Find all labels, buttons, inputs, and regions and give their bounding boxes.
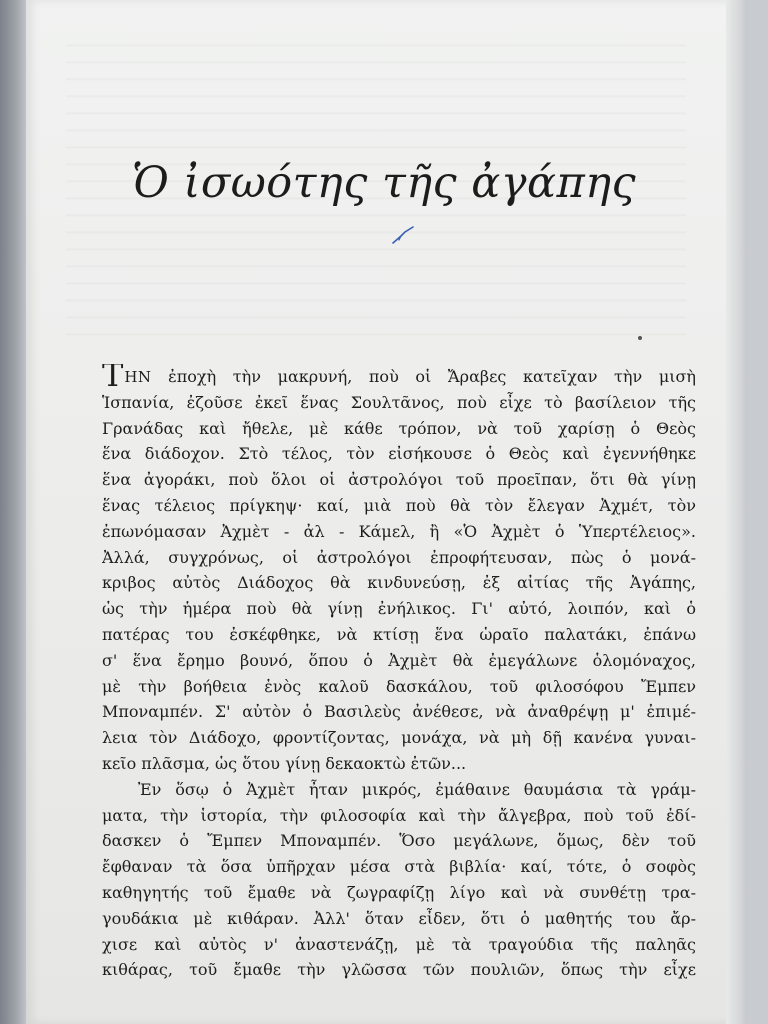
text-line: ἕνα διάδοχον. Στὸ τέλος, τὸν εἰσήκουσε ὁ Θεὸς καὶ ἐγεννήθηκε bbox=[102, 444, 696, 464]
text-line: ὡς τὴν ἡμέρα ποὺ θὰ γίνῃ ἐνήλικος. Γι' αὐτό, λοιπόν, καὶ ὁ bbox=[102, 599, 696, 619]
text-line bbox=[102, 364, 696, 390]
text-line: σ' ἕνα ἔρημο βουνό, ὅπου ὁ Ἀχμὲτ θὰ ἐμεγάλωνε ὁλομόναχος, bbox=[102, 650, 696, 670]
text-line: πατέρας του ἐσκέφθηκε, νὰ κτίσῃ ἕνα ὡραῖο παλατάκι, ἐπάνω bbox=[102, 624, 696, 644]
text-line: Ἀλλά, συγχρόνως, οἱ ἀστρολόγοι ἐπροφήτευσαν, πὼς ὁ μονά- bbox=[102, 547, 696, 567]
text-line: γουδάκια μὲ κιθάραν. Ἀλλ' ὅταν εἶδεν, ὅτι ὁ μαθητής του ἄρ- bbox=[102, 908, 696, 928]
text-line: λεια τὸν Διάδοχο, φροντίζοντας, μονάχα, νὰ μὴ δῇ κανένα γυναι- bbox=[102, 728, 696, 748]
text-line: Μποναμπέν. Σ' αὐτὸν ὁ Βασιλεὺς ἀνέθεσε, νὰ ἀναθρέψῃ μ' ἐπιμέ- bbox=[102, 702, 696, 722]
page-edge bbox=[726, 0, 748, 1024]
paragraph-2 bbox=[102, 777, 696, 983]
text-line: ἔφθαναν τὰ ὅσα ὑπῆρχαν μέσα στὰ βιβλία· καί, τότε, ὁ σοφὸς bbox=[102, 857, 696, 877]
text-line: ἕνας τέλειος πρίγκηψ· καί, μιὰ ποὺ θὰ τὸν ἔλεγαν Ἀχμέτ, τὸν bbox=[102, 495, 696, 515]
story-text bbox=[102, 364, 696, 983]
text-line: καθηγητής τοῦ ἔμαθε νὰ ζωγραφίζῃ λίγο καὶ νὰ συνθέτῃ τρα- bbox=[102, 882, 696, 902]
chapter-title: Ὁ ἰσωότης τῆς ἀγάπης bbox=[131, 158, 637, 208]
line-text: ἐποχὴ τὴν μακρυνή, ποὺ οἱ Ἄραβες κατεῖχαν τὴν μισὴ bbox=[151, 367, 696, 386]
text-line: Γρανάδας καὶ ἤθελε, μὲ κάθε τρόπον, νὰ τοῦ χαρίσῃ ὁ Θεὸς bbox=[102, 418, 696, 438]
opening-caps: ΗΝ bbox=[124, 368, 152, 386]
paragraph-1 bbox=[102, 364, 696, 777]
text-line: ἐπωνόμασαν Ἀχμὲτ - ἀλ - Κάμελ, ἢ «Ὁ Ἀχμὲτ ὁ Ὑπερτέλειος». bbox=[102, 521, 696, 541]
text-line: χισε καὶ αὐτὸς ν' ἀναστενάζῃ, μὲ τὰ τραγούδια τῆς παληᾶς bbox=[102, 934, 696, 954]
text-line: ἕνα ἀγοράκι, ποὺ ὅλοι οἱ ἀστρολόγοι τοῦ προεῖπαν, ὅτι θὰ γίνῃ bbox=[102, 470, 696, 490]
text-line: κεῖο πλᾶσμα, ὡς ὅτου γίνῃ δεκαοκτὼ ἐτῶν... bbox=[102, 753, 467, 773]
text-line: κιθάρας, τοῦ ἔμαθε τὴν γλῶσσα τῶν πουλιῶν, ὅπως τὴν εἶχε bbox=[102, 960, 696, 980]
text-line: μὲ τὴν βοήθεια ἑνὸς καλοῦ δασκάλου, τοῦ φιλοσόφου Ἔμπεν bbox=[102, 676, 696, 696]
text-line: Ἐν ὅσῳ ὁ Ἀχμὲτ ἦταν μικρός, ἐμάθαινε θαυμάσια τὰ γράμ- bbox=[138, 779, 696, 799]
dropcap: Τ bbox=[102, 364, 124, 390]
text-line: ματα, τὴν ἱστορία, τὴν φιλοσοφία καὶ τὴν ἄλγεβρα, ποὺ τοῦ ἐδί- bbox=[102, 805, 696, 825]
text-line: κριβος αὐτὸς Διάδοχος θὰ κινδυνεύσῃ, ἐξ αἰτίας τῆς Ἀγάπης, bbox=[102, 573, 696, 593]
ink-speck bbox=[638, 336, 642, 340]
text-line: Ἱσπανία, ἐζοῦσε ἐκεῖ ἕνας Σουλτᾶνος, ποὺ εἶχε τὸ βασίλειον τῆς bbox=[102, 392, 696, 412]
text-line: δασκεν ὁ Ἔμπεν Μποναμπέν. Ὅσο μεγάλωνε, ὅμως, δὲν τοῦ bbox=[102, 831, 696, 851]
pen-mark-icon bbox=[392, 226, 414, 244]
